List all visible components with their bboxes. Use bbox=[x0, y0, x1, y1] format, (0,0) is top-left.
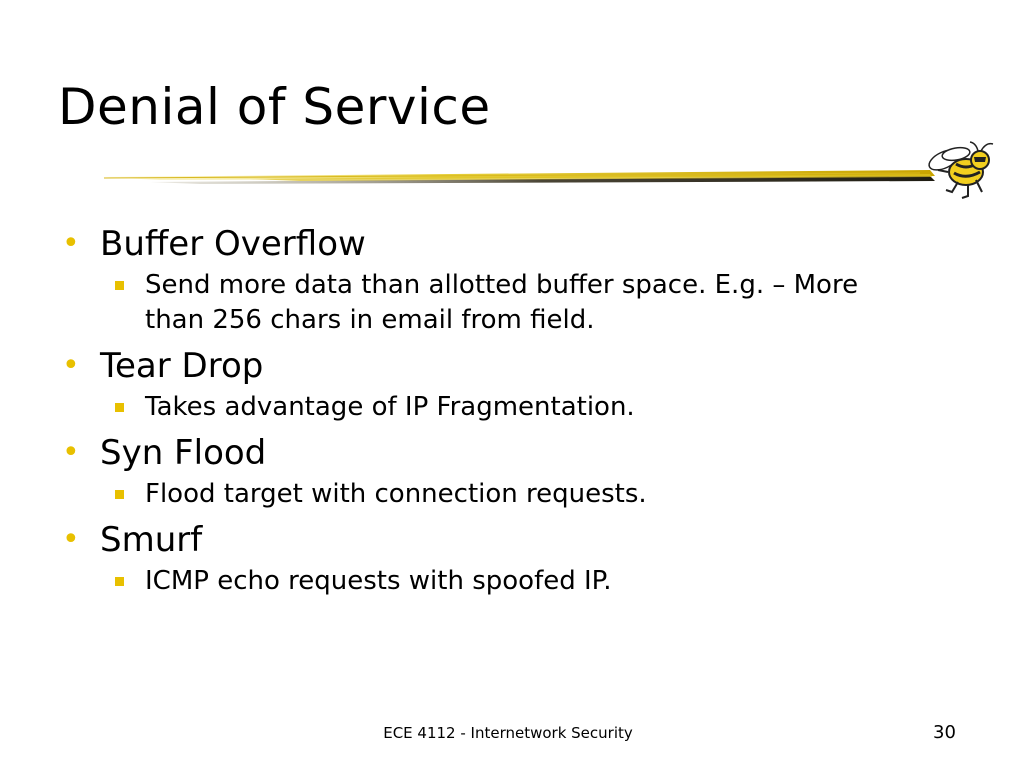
square-bullet-icon bbox=[115, 281, 124, 290]
slide-title: Denial of Service bbox=[58, 78, 491, 136]
round-bullet-icon: • bbox=[62, 522, 80, 557]
yellow-jacket-mascot-icon bbox=[918, 140, 994, 200]
bullet-level2 bbox=[62, 268, 905, 338]
bullet-label: Syn Flood bbox=[100, 433, 267, 473]
sub-bullet-text: Takes advantage of IP Fragmentation. bbox=[145, 392, 635, 422]
page-number: 30 bbox=[933, 722, 956, 743]
footer bbox=[0, 724, 1024, 742]
bullet-list bbox=[62, 216, 942, 605]
sub-bullet-text: ICMP echo requests with spoofed IP. bbox=[145, 566, 612, 596]
bullet-label: Tear Drop bbox=[100, 346, 264, 386]
bullet-level1 bbox=[62, 431, 942, 475]
bullet-item bbox=[62, 222, 942, 338]
title-underline-rule bbox=[0, 0, 1024, 200]
square-bullet-icon bbox=[115, 403, 124, 412]
bullet-level2 bbox=[62, 390, 905, 425]
round-bullet-icon: • bbox=[62, 348, 80, 383]
bullet-level1 bbox=[62, 344, 942, 388]
bullet-label: Buffer Overflow bbox=[100, 224, 366, 264]
sub-bullet-text: Send more data than allotted buffer space. E.g. – More than 256 chars in email from field. bbox=[145, 270, 859, 335]
bullet-level2 bbox=[62, 477, 905, 512]
bullet-level2 bbox=[62, 564, 905, 599]
round-bullet-icon: • bbox=[62, 435, 80, 470]
bullet-level1 bbox=[62, 222, 942, 266]
bullet-item bbox=[62, 518, 942, 599]
sub-bullet-text: Flood target with connection requests. bbox=[145, 479, 647, 509]
round-bullet-icon: • bbox=[62, 226, 80, 261]
bullet-level1 bbox=[62, 518, 942, 562]
footer-text: ECE 4112 - Internetwork Security bbox=[383, 724, 633, 742]
square-bullet-icon bbox=[115, 490, 124, 499]
bullet-item bbox=[62, 344, 942, 425]
bullet-item bbox=[62, 431, 942, 512]
square-bullet-icon bbox=[115, 577, 124, 586]
bullet-label: Smurf bbox=[100, 520, 203, 560]
